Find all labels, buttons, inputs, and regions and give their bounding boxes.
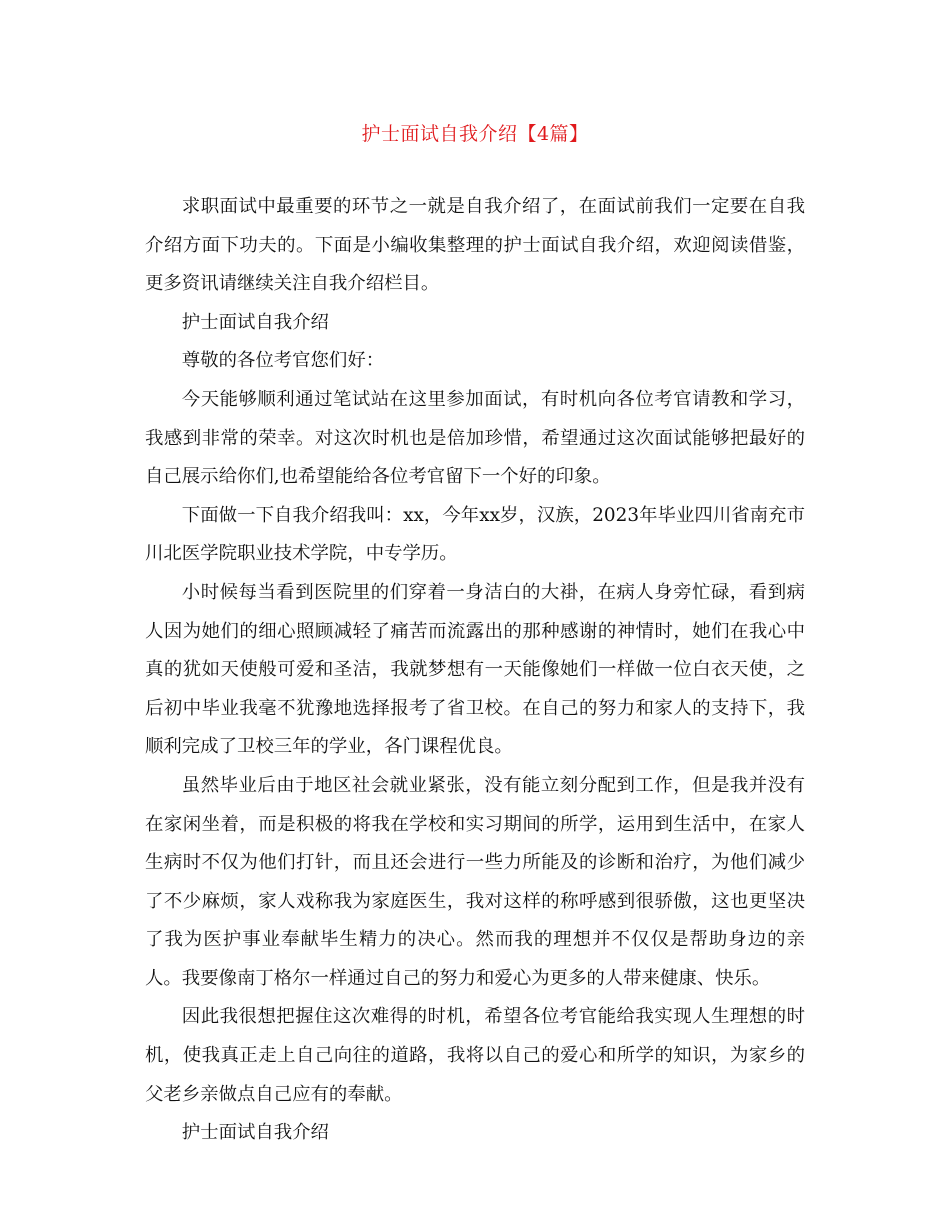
paragraph-intro: 求职面试中最重要的环节之一就是自我介绍了，在面试前我们一定要在自我介绍方面下功夫的。下面是小编收集整理的护士面试自我介绍，欢迎阅读借鉴，更多资讯请继续关注自我介绍栏目。 [145,196,805,295]
paragraph: 虽然毕业后由于地区社会就业紧张，没有能立刻分配到工作，但是我并没有在家闲坐着，而是积极的将我在学校和实习期间的所学，运用到生活中，在家人生病时不仅为他们打针，而且还会进行一些力所能及的诊断和治疗，为他们减少了不少麻烦，家人戏称我为家庭医生，我对这样的称呼感到很骄傲，这也更坚决了我为医护事业奉献毕生精力的决心。然而我的理想并不仅仅是帮助身边的亲人。我要像南丁格尔一样通过自己的努力和爱心为更多的人带来健康、快乐。 [145,774,805,989]
document-body [145,188,805,1153]
section-heading: 护士面试自我介绍 [181,311,329,333]
paragraph: 今天能够顺利通过笔试站在这里参加面试，有时机向各位考官请教和学习，我感到非常的荣幸。对这次时机也是倍加珍惜，希望通过这次面试能够把最好的自己展示给你们,也希望能给各位考官留下一个好的印象。 [145,388,805,488]
paragraph: 小时候每当看到医院里的们穿着一身洁白的大褂，在病人身旁忙碌，看到病人因为她们的细心照顾减轻了痛苦而流露出的那种感谢的神情时，她们在我心中真的犹如天使般可爱和圣洁，我就梦想有一天能像她们一样做一位白衣天使，之后初中毕业我毫不犹豫地选择报考了省卫校。在自己的努力和家人的支持下，我顺利完成了卫校三年的学业，各门课程优良。 [145,581,805,758]
paragraph-greeting: 尊敬的各位考官您们好： [181,350,385,372]
section-heading: 护士面试自我介绍 [181,1122,329,1144]
document-title: 护士面试自我介绍【4篇】 [361,123,589,145]
paragraph: 下面做一下自我介绍我叫：xx，今年xx岁，汉族，2023年毕业四川省南充市川北医学院职业技术学院，中专学历。 [145,504,805,565]
paragraph: 因此我很想把握住这次难得的时机，希望各位考官能给我实现人生理想的时机，使我真正走上自己向往的道路，我将以自己的爱心和所学的知识，为家乡的父老乡亲做点自己应有的奉献。 [145,1006,805,1105]
